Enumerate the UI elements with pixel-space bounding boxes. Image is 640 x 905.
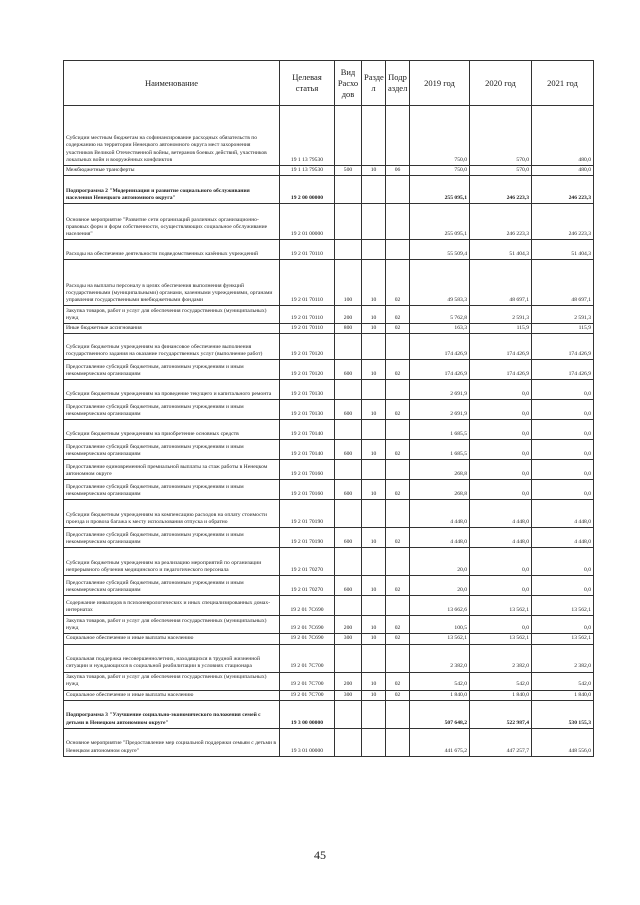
row-amount-2020: 0,0	[470, 460, 532, 480]
table-row	[64, 576, 594, 596]
row-expense-type: 600	[335, 440, 362, 460]
row-expense-type	[335, 728, 362, 756]
row-target-article: 19 2 01 70270	[280, 548, 335, 576]
row-name: Социальное обеспечение и иные выплаты населению	[64, 690, 280, 700]
row-expense-type: 500	[335, 166, 362, 176]
row-section: 10	[362, 672, 386, 690]
row-section	[362, 728, 386, 756]
row-amount-2019: 4 448,0	[410, 528, 470, 548]
row-amount-2020: 2 591,3	[470, 306, 532, 324]
row-amount-2021: 4 448,0	[532, 528, 594, 548]
header-year-2020: 2020 год	[470, 61, 532, 106]
row-subsection: 06	[386, 166, 410, 176]
row-section	[362, 460, 386, 480]
row-amount-2021: 1 840,0	[532, 690, 594, 700]
table-row	[64, 400, 594, 420]
row-amount-2021: 4 448,0	[532, 500, 594, 528]
row-name: Предоставление субсидий бюджетным, автономным учреждениям и иным некоммерческим организациям	[64, 440, 280, 460]
table-row	[64, 672, 594, 690]
table-row	[64, 460, 594, 480]
table-row	[64, 204, 594, 240]
row-expense-type: 300	[335, 634, 362, 644]
row-section: 10	[362, 400, 386, 420]
row-name: Предоставление субсидий бюджетным, автономным учреждениям и иным некоммерческим организациям	[64, 480, 280, 500]
row-target-article: 19 2 01 7С690	[280, 616, 335, 634]
row-subsection	[386, 596, 410, 616]
row-amount-2021: 13 562,1	[532, 634, 594, 644]
row-amount-2021: 0,0	[532, 616, 594, 634]
table-row	[64, 380, 594, 400]
table-row	[64, 644, 594, 672]
row-expense-type	[335, 644, 362, 672]
row-name: Социальное обеспечение и иные выплаты населению	[64, 634, 280, 644]
row-section: 10	[362, 634, 386, 644]
row-target-article: 19 2 01 70160	[280, 480, 335, 500]
row-name: Субсидии бюджетным учреждениям на финансовое обеспечение выполнения государственного задания на оказание государственных услуг (выполнение работ)	[64, 334, 280, 360]
row-amount-2020: 246 223,3	[470, 176, 532, 204]
row-section	[362, 596, 386, 616]
row-section	[362, 700, 386, 728]
row-section: 10	[362, 616, 386, 634]
row-target-article: 19 2 01 70110	[280, 324, 335, 334]
row-amount-2020: 447 257,7	[470, 728, 532, 756]
row-amount-2020: 0,0	[470, 420, 532, 440]
header-section: Разде л	[362, 61, 386, 106]
row-amount-2019: 750,0	[410, 166, 470, 176]
row-amount-2021: 48 697,1	[532, 260, 594, 306]
row-expense-type	[335, 700, 362, 728]
row-subsection	[386, 106, 410, 166]
row-subsection	[386, 204, 410, 240]
row-subsection	[386, 728, 410, 756]
row-expense-type	[335, 380, 362, 400]
row-name: Предоставление единовременной премиальной выплаты за стаж работы в Ненецком автономном округе	[64, 460, 280, 480]
header-expense-type: Вид Расхо дов	[335, 61, 362, 106]
table-row	[64, 616, 594, 634]
row-name: Иные бюджетные ассигнования	[64, 324, 280, 334]
row-subsection: 02	[386, 440, 410, 460]
row-amount-2021: 480,0	[532, 106, 594, 166]
row-amount-2019: 542,0	[410, 672, 470, 690]
row-expense-type	[335, 420, 362, 440]
table-row	[64, 360, 594, 380]
table-header-row	[64, 61, 594, 106]
row-subsection	[386, 380, 410, 400]
table-row	[64, 500, 594, 528]
row-amount-2019: 750,0	[410, 106, 470, 166]
row-amount-2020: 13 562,1	[470, 634, 532, 644]
row-target-article: 19 2 01 7С700	[280, 644, 335, 672]
row-expense-type	[335, 204, 362, 240]
row-name: Субсидии бюджетным учреждениям на компенсацию расходов на оплату стоимости проезда и провоза багажа к месту использования отпуска и обратно	[64, 500, 280, 528]
row-name: Закупка товаров, работ и услуг для обеспечения государственных (муниципальных) нужд	[64, 672, 280, 690]
row-amount-2021: 51 404,3	[532, 240, 594, 260]
row-expense-type: 100	[335, 260, 362, 306]
row-subsection	[386, 548, 410, 576]
row-name: Содержание инвалидов в психоневрологических и иных специализированных домах-интернатах	[64, 596, 280, 616]
row-amount-2019: 507 648,2	[410, 700, 470, 728]
header-target-article: Целевая статья	[280, 61, 335, 106]
row-expense-type	[335, 106, 362, 166]
row-name: Предоставление субсидий бюджетным, автономным учреждениям и иным некоммерческим организациям	[64, 576, 280, 596]
table-row	[64, 260, 594, 306]
row-amount-2019: 55 509,4	[410, 240, 470, 260]
row-amount-2020: 570,0	[470, 166, 532, 176]
row-subsection: 02	[386, 690, 410, 700]
row-name: Социальная поддержка несовершеннолетних, находящихся в трудной жизненной ситуации и нуждающихся в социальной реабилитации в условиях стационара	[64, 644, 280, 672]
row-amount-2021: 0,0	[532, 480, 594, 500]
table-row	[64, 324, 594, 334]
row-target-article: 19 2 01 7С700	[280, 690, 335, 700]
row-amount-2020: 0,0	[470, 380, 532, 400]
row-amount-2020: 1 840,0	[470, 690, 532, 700]
row-amount-2021: 0,0	[532, 548, 594, 576]
row-name: Основное мероприятие "Предоставление мер социальной поддержки семьям с детьми в Ненецком автономном округе"	[64, 728, 280, 756]
row-subsection	[386, 460, 410, 480]
row-section	[362, 240, 386, 260]
row-amount-2020: 570,0	[470, 106, 532, 166]
row-amount-2020: 0,0	[470, 440, 532, 460]
row-amount-2019: 174 426,9	[410, 334, 470, 360]
row-amount-2019: 1 685,5	[410, 420, 470, 440]
row-section: 10	[362, 306, 386, 324]
row-section: 10	[362, 324, 386, 334]
row-target-article: 19 2 01 70110	[280, 260, 335, 306]
row-expense-type: 600	[335, 528, 362, 548]
row-target-article: 19 2 01 7С700	[280, 672, 335, 690]
row-name: Подпрограмма 3 "Улучшение социально-экономического положения семей с детьми в Ненецком автономном округе"	[64, 700, 280, 728]
row-amount-2021: 246 223,3	[532, 176, 594, 204]
row-amount-2021: 246 223,3	[532, 204, 594, 240]
table-row	[64, 240, 594, 260]
row-subsection	[386, 240, 410, 260]
row-amount-2019: 163,3	[410, 324, 470, 334]
row-section: 10	[362, 440, 386, 460]
row-expense-type	[335, 240, 362, 260]
row-amount-2019: 441 675,2	[410, 728, 470, 756]
row-target-article: 19 3 00 00000	[280, 700, 335, 728]
row-amount-2021: 0,0	[532, 380, 594, 400]
row-target-article: 19 2 01 70110	[280, 240, 335, 260]
table-row	[64, 334, 594, 360]
row-section: 10	[362, 260, 386, 306]
row-section: 10	[362, 360, 386, 380]
row-name: Субсидии бюджетным учреждениям на реализацию мероприятий по организации непрерывного обучения медицинского и педагогического персонала	[64, 548, 280, 576]
row-amount-2021: 530 155,3	[532, 700, 594, 728]
row-amount-2021: 0,0	[532, 400, 594, 420]
row-target-article: 19 2 01 70140	[280, 420, 335, 440]
row-target-article: 19 1 13 79530	[280, 166, 335, 176]
row-subsection: 02	[386, 616, 410, 634]
row-amount-2021: 542,0	[532, 672, 594, 690]
row-amount-2019: 5 762,8	[410, 306, 470, 324]
header-name: Наименование	[64, 61, 280, 106]
row-amount-2020: 48 697,1	[470, 260, 532, 306]
table-row	[64, 528, 594, 548]
row-amount-2019: 20,0	[410, 548, 470, 576]
row-amount-2021: 0,0	[532, 440, 594, 460]
row-amount-2021: 2 591,3	[532, 306, 594, 324]
row-amount-2020: 0,0	[470, 548, 532, 576]
row-name: Предоставление субсидий бюджетным, автономным учреждениям и иным некоммерческим организациям	[64, 528, 280, 548]
row-amount-2019: 2 382,0	[410, 644, 470, 672]
header-subsection: Подр аздел	[386, 61, 410, 106]
row-target-article: 19 3 01 00000	[280, 728, 335, 756]
row-section	[362, 500, 386, 528]
row-target-article: 19 2 01 70140	[280, 440, 335, 460]
row-target-article: 19 2 01 7С690	[280, 596, 335, 616]
row-amount-2019: 20,0	[410, 576, 470, 596]
table-row	[64, 728, 594, 756]
row-amount-2020: 4 448,0	[470, 500, 532, 528]
row-section	[362, 644, 386, 672]
row-amount-2020: 0,0	[470, 576, 532, 596]
row-name: Закупка товаров, работ и услуг для обеспечения государственных (муниципальных) нужд	[64, 306, 280, 324]
row-expense-type: 200	[335, 616, 362, 634]
table-row	[64, 480, 594, 500]
row-expense-type	[335, 334, 362, 360]
table-row	[64, 176, 594, 204]
row-section: 10	[362, 576, 386, 596]
row-amount-2019: 2 691,9	[410, 400, 470, 420]
row-expense-type: 800	[335, 324, 362, 334]
row-target-article: 19 2 01 70110	[280, 306, 335, 324]
row-subsection: 02	[386, 672, 410, 690]
row-amount-2019: 174 426,9	[410, 360, 470, 380]
row-amount-2021: 174 426,9	[532, 360, 594, 380]
table-row	[64, 700, 594, 728]
row-amount-2020: 522 987,4	[470, 700, 532, 728]
row-name: Субсидии бюджетным учреждениям на проведение текущего и капитального ремонта	[64, 380, 280, 400]
row-amount-2019: 268,8	[410, 480, 470, 500]
row-amount-2020: 174 426,9	[470, 334, 532, 360]
row-expense-type: 600	[335, 480, 362, 500]
row-target-article: 19 2 00 00000	[280, 176, 335, 204]
row-target-article: 19 1 13 79530	[280, 106, 335, 166]
row-subsection	[386, 500, 410, 528]
row-amount-2020: 0,0	[470, 400, 532, 420]
row-amount-2019: 268,8	[410, 460, 470, 480]
row-subsection	[386, 334, 410, 360]
row-name: Субсидии бюджетным учреждениям на приобретение основных средств	[64, 420, 280, 440]
row-amount-2021: 13 562,1	[532, 596, 594, 616]
row-section: 10	[362, 528, 386, 548]
row-expense-type: 300	[335, 690, 362, 700]
row-target-article: 19 2 01 70120	[280, 360, 335, 380]
row-amount-2021: 115,9	[532, 324, 594, 334]
row-subsection: 02	[386, 360, 410, 380]
row-section	[362, 548, 386, 576]
row-name: Закупка товаров, работ и услуг для обеспечения государственных (муниципальных) нужд	[64, 616, 280, 634]
row-expense-type: 600	[335, 576, 362, 596]
row-amount-2019: 2 691,9	[410, 380, 470, 400]
row-amount-2020: 13 562,1	[470, 596, 532, 616]
row-section	[362, 106, 386, 166]
row-target-article: 19 2 01 00000	[280, 204, 335, 240]
row-expense-type: 600	[335, 400, 362, 420]
row-amount-2019: 255 095,1	[410, 204, 470, 240]
row-amount-2020: 2 382,0	[470, 644, 532, 672]
row-amount-2019: 100,5	[410, 616, 470, 634]
row-subsection: 02	[386, 480, 410, 500]
row-section	[362, 420, 386, 440]
row-amount-2020: 542,0	[470, 672, 532, 690]
row-target-article: 19 2 01 7С690	[280, 634, 335, 644]
row-subsection: 02	[386, 634, 410, 644]
row-amount-2020: 174 426,9	[470, 360, 532, 380]
row-expense-type	[335, 500, 362, 528]
row-expense-type	[335, 176, 362, 204]
row-name: Межбюджетные трансферты	[64, 166, 280, 176]
row-amount-2020: 0,0	[470, 480, 532, 500]
row-section: 10	[362, 480, 386, 500]
row-subsection: 02	[386, 528, 410, 548]
table-body	[64, 106, 594, 757]
row-expense-type: 200	[335, 306, 362, 324]
row-amount-2019: 255 095,1	[410, 176, 470, 204]
row-amount-2021: 448 556,0	[532, 728, 594, 756]
row-amount-2021: 480,0	[532, 166, 594, 176]
row-amount-2019: 13 562,1	[410, 634, 470, 644]
row-amount-2021: 2 382,0	[532, 644, 594, 672]
header-year-2019: 2019 год	[410, 61, 470, 106]
header-year-2021: 2021 год	[532, 61, 594, 106]
row-amount-2021: 0,0	[532, 576, 594, 596]
table-row	[64, 420, 594, 440]
table-row	[64, 548, 594, 576]
row-name: Субсидии местным бюджетам на софинансирование расходных обязательств по содержанию на территории Ненецкого автономного округа мест захоронения участников Великой Отечественной войны, ветеранов боевых действий, участников локальных войн и вооружённых конфликтов	[64, 106, 280, 166]
row-target-article: 19 2 01 70270	[280, 576, 335, 596]
row-target-article: 19 2 01 70160	[280, 460, 335, 480]
row-target-article: 19 2 01 70190	[280, 528, 335, 548]
row-expense-type	[335, 460, 362, 480]
table-row	[64, 166, 594, 176]
row-amount-2021: 0,0	[532, 460, 594, 480]
table-row	[64, 596, 594, 616]
row-name: Подпрограмма 2 "Модернизация и развитие социального обслуживания населения Ненецкого автономного округа"	[64, 176, 280, 204]
row-section: 10	[362, 166, 386, 176]
row-subsection: 02	[386, 324, 410, 334]
row-target-article: 19 2 01 70130	[280, 380, 335, 400]
row-name: Расходы на обеспечение деятельности подведомственных казённых учреждений	[64, 240, 280, 260]
row-amount-2019: 4 448,0	[410, 500, 470, 528]
row-section	[362, 334, 386, 360]
row-name: Предоставление субсидий бюджетным, автономным учреждениям и иным некоммерческим организациям	[64, 400, 280, 420]
page-number: 45	[314, 848, 326, 862]
table-row	[64, 634, 594, 644]
row-amount-2020: 4 448,0	[470, 528, 532, 548]
row-expense-type: 200	[335, 672, 362, 690]
row-section	[362, 176, 386, 204]
row-subsection	[386, 700, 410, 728]
row-name: Основное мероприятие "Развитие сети организаций различных организационно-правовых форм и форм собственности, осуществляющих социальное обслуживание населения"	[64, 204, 280, 240]
row-amount-2020: 115,9	[470, 324, 532, 334]
row-amount-2019: 1 840,0	[410, 690, 470, 700]
row-amount-2020: 0,0	[470, 616, 532, 634]
row-section: 10	[362, 690, 386, 700]
row-section	[362, 204, 386, 240]
table-row	[64, 440, 594, 460]
row-name: Предоставление субсидий бюджетным, автономным учреждениям и иным некоммерческим организациям	[64, 360, 280, 380]
row-amount-2021: 174 426,9	[532, 334, 594, 360]
row-target-article: 19 2 01 70130	[280, 400, 335, 420]
row-subsection: 02	[386, 260, 410, 306]
row-subsection	[386, 176, 410, 204]
row-amount-2019: 49 583,3	[410, 260, 470, 306]
row-subsection: 02	[386, 400, 410, 420]
row-name: Расходы на выплаты персоналу в целях обеспечения выполнения функций государственными (муниципальными) органами, казенными учреждениями, органами управления государственными внебюджетными фондами	[64, 260, 280, 306]
row-subsection	[386, 644, 410, 672]
row-target-article: 19 2 01 70120	[280, 334, 335, 360]
row-amount-2019: 13 662,6	[410, 596, 470, 616]
row-subsection: 02	[386, 306, 410, 324]
row-amount-2019: 1 685,5	[410, 440, 470, 460]
row-amount-2021: 0,0	[532, 420, 594, 440]
row-expense-type	[335, 596, 362, 616]
row-subsection: 02	[386, 576, 410, 596]
table-row	[64, 306, 594, 324]
row-amount-2020: 51 404,3	[470, 240, 532, 260]
table-row	[64, 106, 594, 166]
row-amount-2020: 246 223,3	[470, 204, 532, 240]
row-expense-type	[335, 548, 362, 576]
row-target-article: 19 2 01 70190	[280, 500, 335, 528]
budget-table	[63, 60, 594, 757]
table-row	[64, 690, 594, 700]
row-expense-type: 600	[335, 360, 362, 380]
row-section	[362, 380, 386, 400]
row-subsection	[386, 420, 410, 440]
